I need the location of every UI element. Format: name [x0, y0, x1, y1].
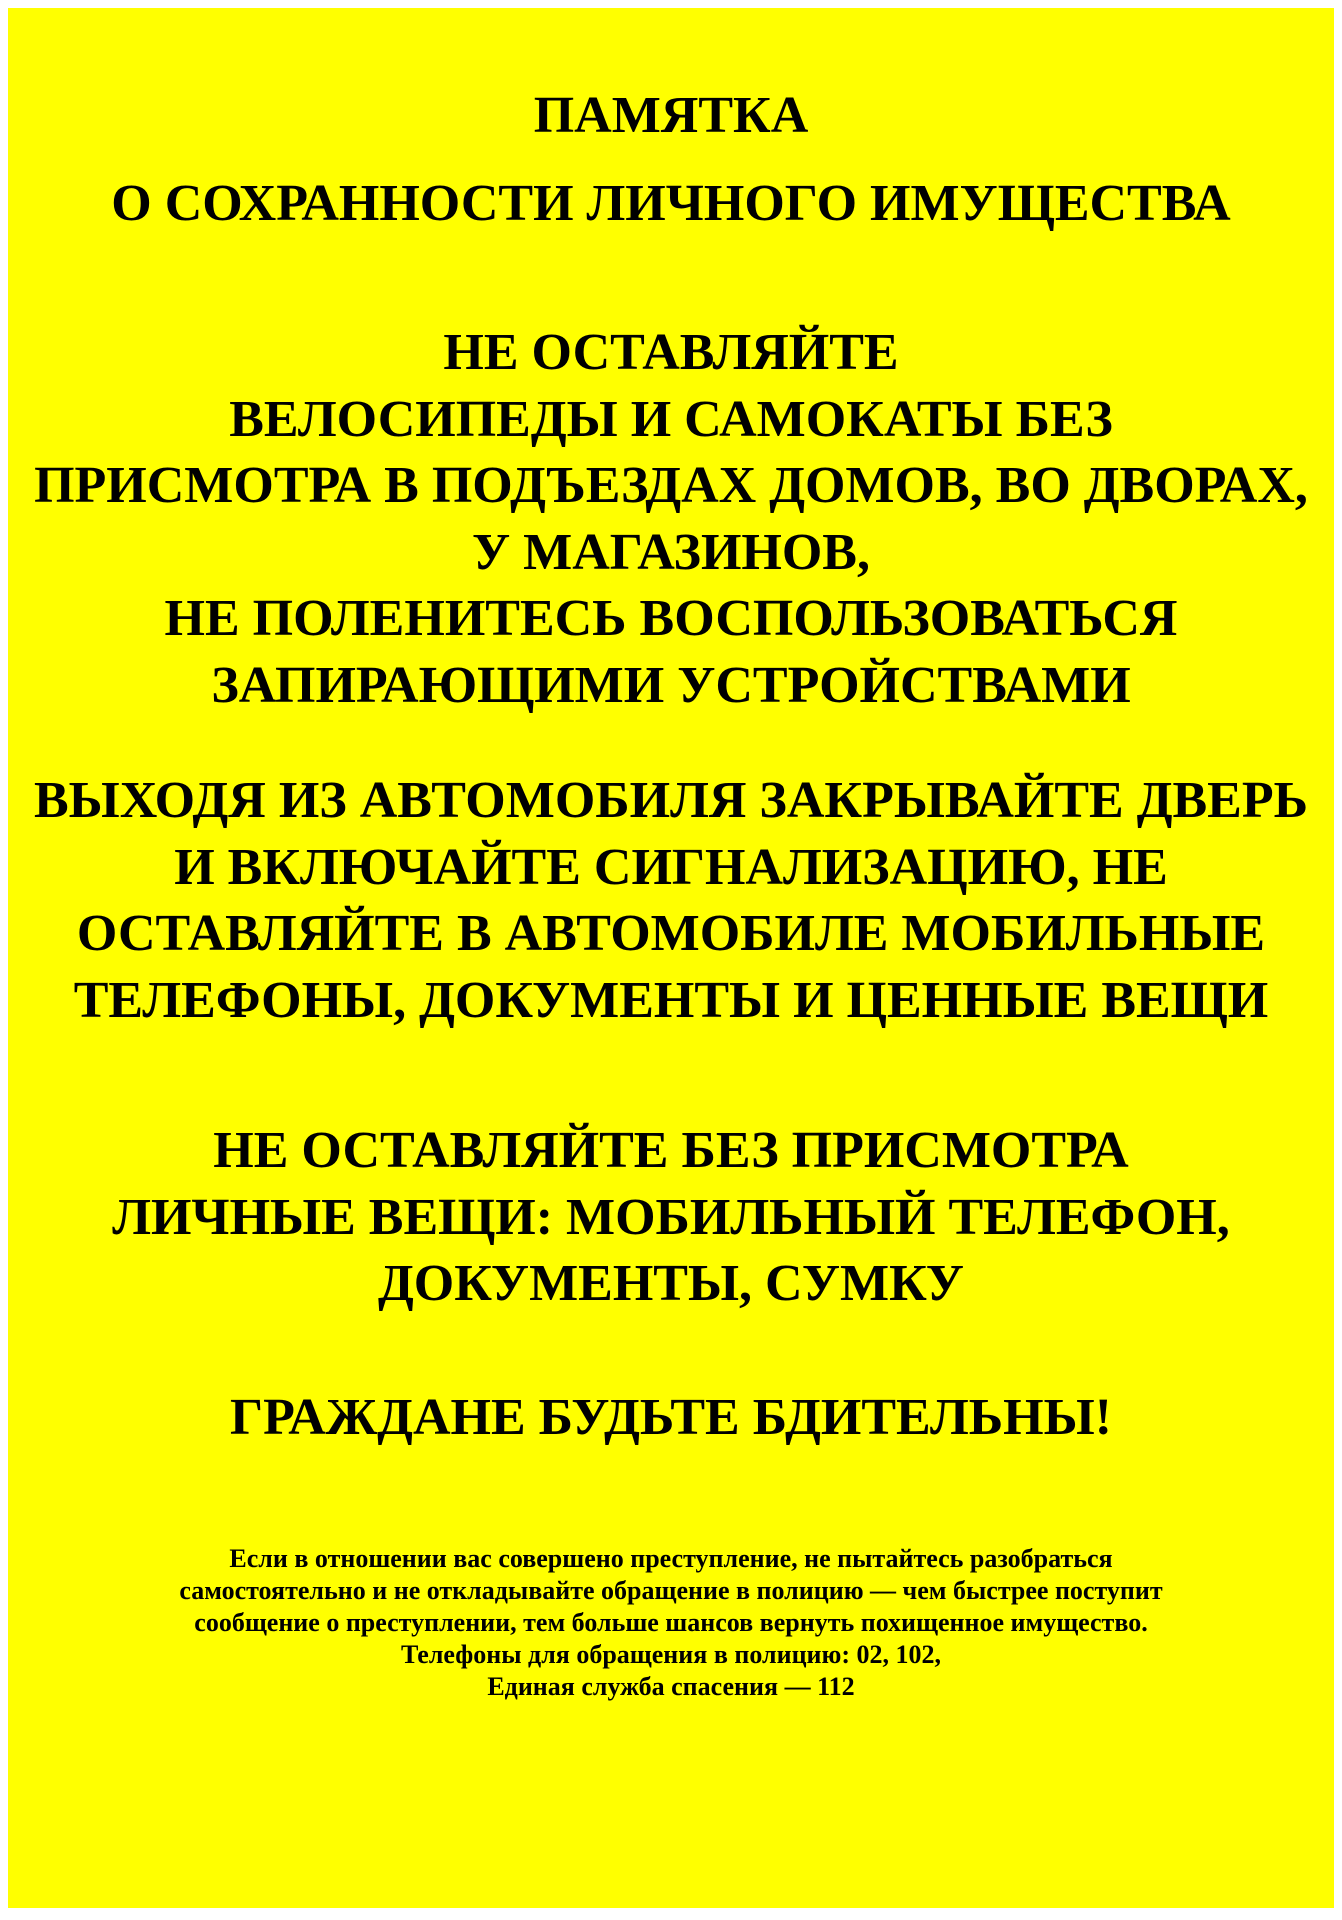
poster-sheet [8, 8, 1334, 1908]
warning-bicycles-line: НЕ ОСТАВЛЯЙТЕ [443, 324, 899, 381]
footer-line: сообщение о преступлении, тем больше шансов вернуть похищенное имущество. [194, 1608, 1148, 1637]
warning-bicycles-line: НЕ ПОЛЕНИТЕСЬ ВОСПОЛЬЗОВАТЬСЯ [164, 590, 1178, 647]
warning-belongings-line: ЛИЧНЫЕ ВЕЩИ: МОБИЛЬНЫЙ ТЕЛЕФОН, [112, 1188, 1230, 1246]
warning-belongings [8, 1118, 1334, 1318]
warning-car-line: ОСТАВЛЯЙТЕ В АВТОМОБИЛЕ МОБИЛЬНЫЕ [76, 905, 1266, 962]
warning-car-line: ВЫХОДЯ ИЗ АВТОМОБИЛЯ ЗАКРЫВАЙТЕ ДВЕРЬ [34, 772, 1308, 829]
warning-bicycles [8, 320, 1334, 719]
warning-car-line: ТЕЛЕФОНЫ, ДОКУМЕНТЫ И ЦЕННЫЕ ВЕЩИ [73, 971, 1269, 1029]
vigilance-call: ГРАЖДАНЕ БУДЬТЕ БДИТЕЛЬНЫ! [230, 1389, 1112, 1446]
police-phone-numbers: Телефоны для обращения в полицию: 02, 102, [400, 1640, 942, 1669]
warning-bicycles-line: У МАГАЗИНОВ, [472, 523, 870, 581]
poster-title: ПАМЯТКА [533, 87, 809, 144]
warning-bicycles-line: ВЕЛОСИПЕДЫ И САМОКАТЫ БЕЗ [229, 390, 1113, 448]
police-contact-note [8, 1543, 1334, 1703]
warning-belongings-line: НЕ ОСТАВЛЯЙТЕ БЕЗ ПРИСМОТРА [213, 1122, 1129, 1179]
footer-line: Если в отношении вас совершено преступление, не пытайтесь разобраться [229, 1544, 1113, 1573]
warning-bicycles-line: ЗАПИРАЮЩИМИ УСТРОЙСТВАМИ [211, 656, 1131, 714]
warning-bicycles-line: ПРИСМОТРА В ПОДЪЕЗДАХ ДОМОВ, ВО ДВОРАХ, [34, 457, 1308, 514]
poster-subtitle: О СОХРАННОСТИ ЛИЧНОГО ИМУЩЕСТВА [111, 175, 1231, 232]
footer-line: самостоятельно и не откладывайте обращение в полицию — чем быстрее поступит [179, 1576, 1163, 1605]
warning-belongings-line: ДОКУМЕНТЫ, СУМКУ [378, 1255, 964, 1312]
emergency-phone-number: Единая служба спасения — 112 [487, 1672, 855, 1701]
warning-car-line: И ВКЛЮЧАЙТЕ СИГНАЛИЗАЦИЮ, НЕ [174, 838, 1168, 896]
warning-car [8, 768, 1334, 1034]
